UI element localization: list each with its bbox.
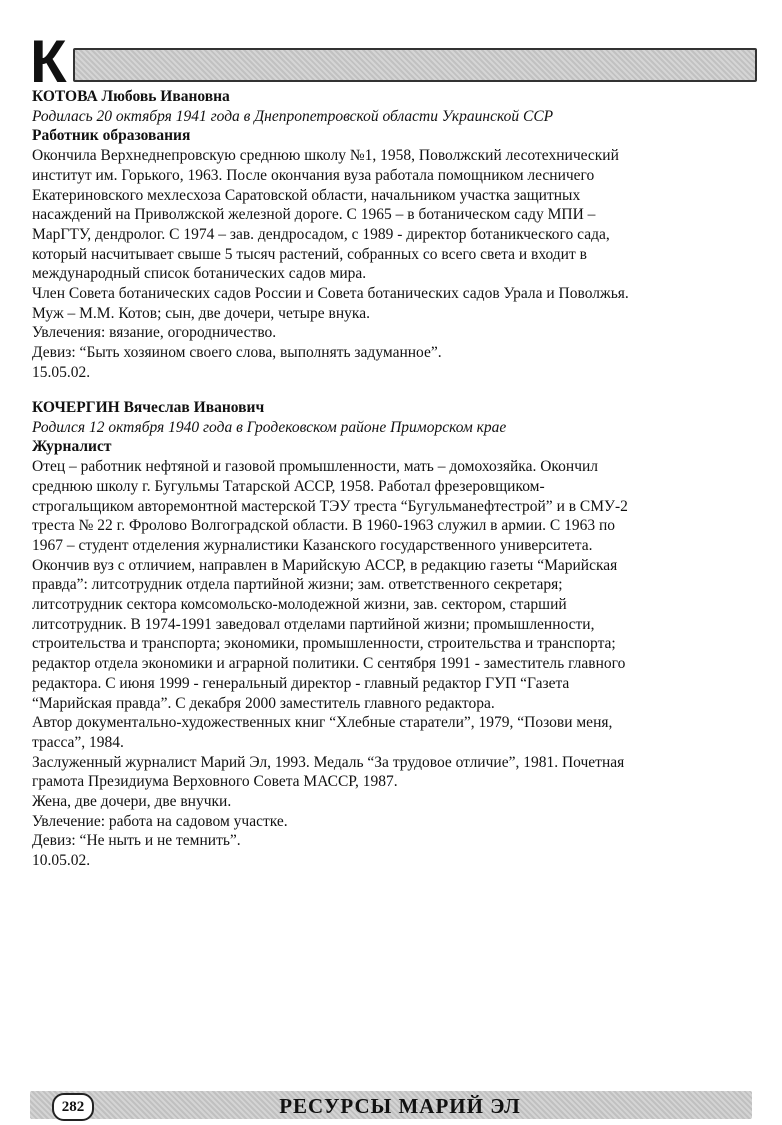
body-line: строительства и транспорта; экономики, промышленности, строительства и транспорта; xyxy=(32,635,616,653)
body-line: Отец – работник нефтяной и газовой промышленности, мать – домохозяйка. Окончил xyxy=(32,458,599,476)
body-line: литсотрудник сектора комсомольско-молодежной жизни, зав. сектором, старший xyxy=(32,596,567,614)
entry-surname: КОЧЕРГИН xyxy=(32,399,120,416)
biography-entry xyxy=(32,398,744,871)
body-line: среднюю школу г. Бугульмы Татарской АССР, 1958. Работал фрезеровщиком- xyxy=(32,477,545,495)
entry-name xyxy=(32,398,744,418)
section-letter: К xyxy=(30,28,67,95)
body-line: Екатериновского мехлесхоза Саратовской области, начальником участка защитных xyxy=(32,186,581,204)
entry-date: 15.05.02. xyxy=(32,363,91,381)
page-number: 282 xyxy=(52,1093,94,1121)
entry-profession: Журналист xyxy=(32,438,112,456)
entry-body xyxy=(32,146,744,382)
body-line: Заслуженный журналист Марий Эл, 1993. Медаль “За трудовое отличие”, 1981. Почетная xyxy=(32,753,625,771)
entry-given-name: Любовь Ивановна xyxy=(97,88,230,105)
body-line: Увлечения: вязание, огородничество. xyxy=(32,324,277,342)
body-line: международный список ботанических садов мира. xyxy=(32,265,367,283)
biography-entry xyxy=(32,87,744,383)
body-line: МарГТУ, дендролог. С 1974 – зав. дендросадом, с 1989 - директор ботаникческого сада, xyxy=(32,225,610,243)
body-line: строгальщиком авторемонтной мастерской ТЭУ треста “Бугульманефтестрой” и в СМУ-2 xyxy=(32,497,628,515)
body-line: насаждений на Приволжской железной дороге. С 1965 – в ботаническом саду МПИ – xyxy=(32,206,596,224)
body-line: который насчитывает свыше 5 тысяч растений, собранных со всего света и входит в xyxy=(32,245,587,263)
entry-name xyxy=(32,87,744,107)
body-line: редактор отдела экономики и аграрной политики. С сентября 1991 - заместитель главного xyxy=(32,655,626,673)
entry-given-name: Вячеслав Иванович xyxy=(119,399,265,416)
entry-birth: Родился 12 октября 1940 года в Гродековском районе Приморском крае xyxy=(32,418,507,436)
body-line: треста № 22 г. Фролово Волгоградской области. В 1960-1963 служил в армии. С 1963 по xyxy=(32,517,616,535)
body-line: Окончив вуз с отличием, направлен в Марийскую АССР, в редакцию газеты “Марийская xyxy=(32,556,618,574)
body-line: Девиз: “Не ныть и не темнить”. xyxy=(32,832,241,850)
entry-profession: Работник образования xyxy=(32,127,191,145)
body-line: трасса”, 1984. xyxy=(32,733,124,751)
body-line: Девиз: “Быть хозяином своего слова, выполнять задуманное”. xyxy=(32,344,442,362)
body-line: 1967 – студент отделения журналистики Казанского государственного университета. xyxy=(32,536,593,554)
body-line: грамота Президиума Верховного Совета МАССР, 1987. xyxy=(32,773,398,791)
body-line: правда”: литсотрудник отдела партийной жизни; зам. ответственного секретаря; xyxy=(32,576,563,594)
body-line: литсотрудник. В 1974-1991 заведовал отделами партийной жизни; промышленности, xyxy=(32,615,595,633)
body-line: Член Совета ботанических садов России и Совета ботанических садов Урала и Поволжья. xyxy=(32,285,629,303)
body-line: Муж – М.М. Котов; сын, две дочери, четыре внука. xyxy=(32,304,370,322)
body-line: “Марийская правда”. С декабря 2000 заместитель главного редактора. xyxy=(32,694,495,712)
body-line: институт им. Горького, 1963. После окончания вуза работала помощником лесничего xyxy=(32,166,595,184)
header-decorative-bar xyxy=(73,48,757,82)
body-line: Окончила Верхнеднепровскую среднюю школу №1, 1958, Поволжский лесотехнический xyxy=(32,147,619,165)
body-line: Автор документально-художественных книг “Хлебные старатели”, 1979, “Позови меня, xyxy=(32,714,613,732)
body-line: Увлечение: работа на садовом участке. xyxy=(32,812,288,830)
entry-date: 10.05.02. xyxy=(32,852,91,870)
body-line: Жена, две дочери, две внучки. xyxy=(32,793,232,811)
entry-body xyxy=(32,457,744,871)
entry-surname: КОТОВА xyxy=(32,88,98,105)
body-line: редактора. С июня 1999 - генеральный директор - главный редактор ГУП “Газета xyxy=(32,674,570,692)
entry-birth: Родилась 20 октября 1941 года в Днепропетровской области Украинской ССР xyxy=(32,107,554,125)
footer-title: РЕСУРСЫ МАРИЙ ЭЛ xyxy=(279,1094,521,1118)
